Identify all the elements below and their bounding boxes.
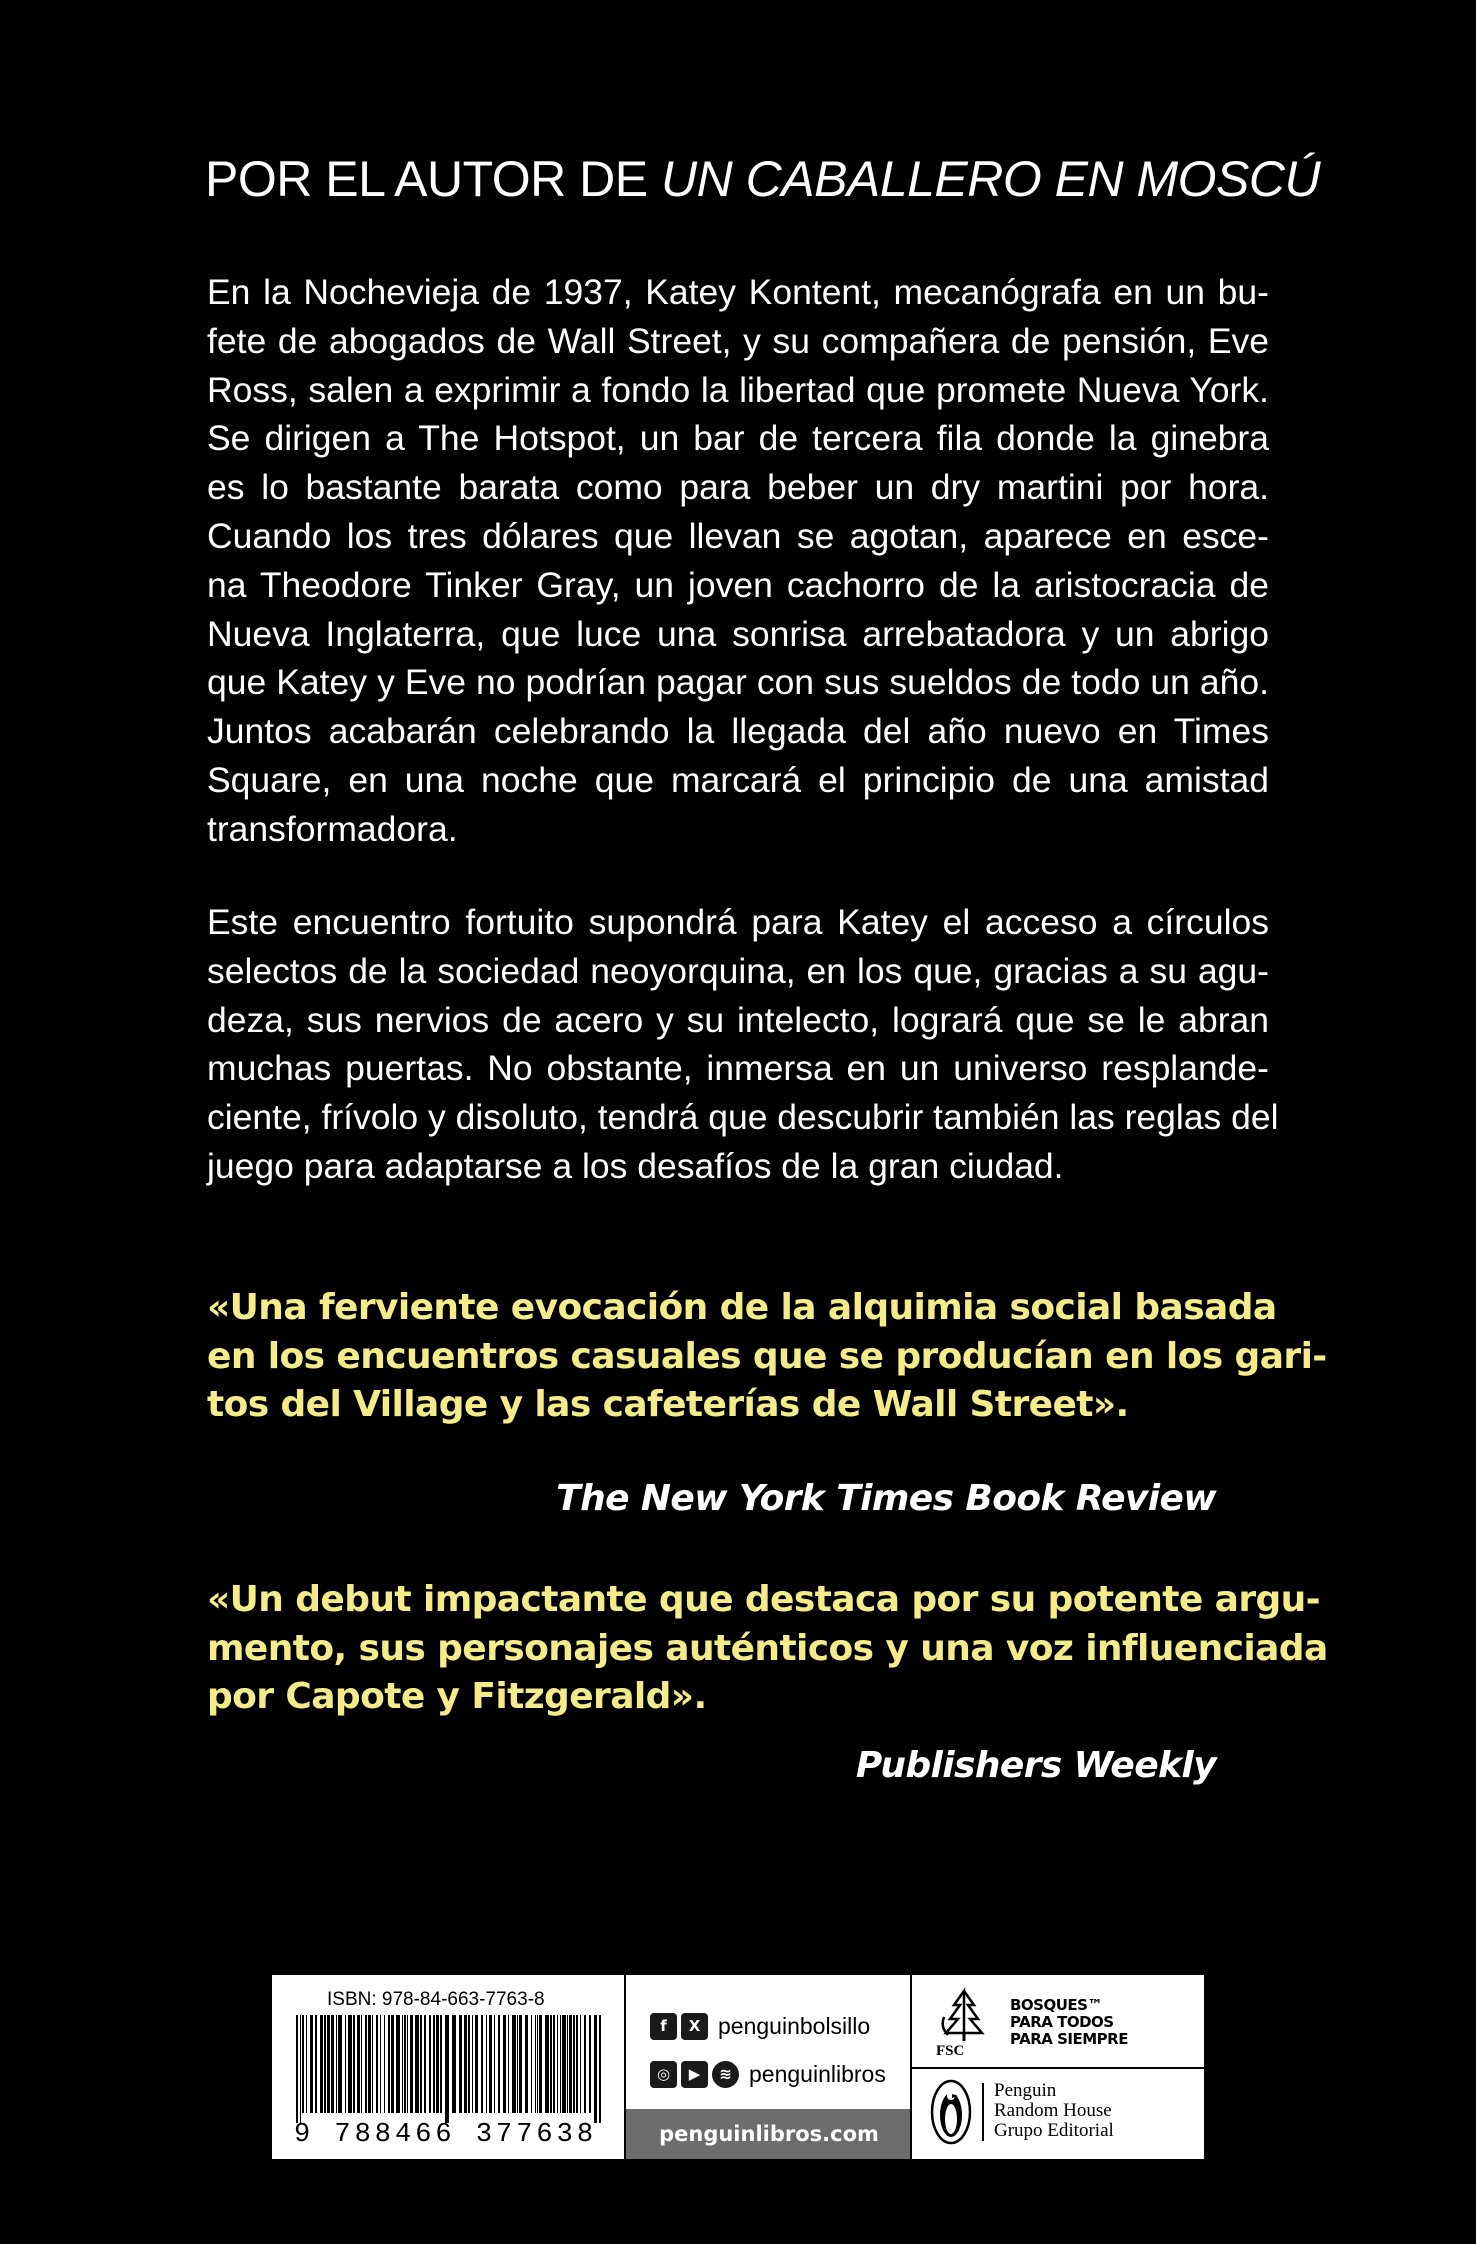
synopsis-line: En la Nochevieja de 1937, Katey Kontent, mecanógrafa en un bu- bbox=[207, 272, 1269, 312]
x-icon: X bbox=[681, 2013, 708, 2040]
youtube-icon: ▶ bbox=[681, 2061, 708, 2088]
quote-line: «Una ferviente evocación de la alquimia social basada bbox=[207, 1287, 1277, 1328]
synopsis-line: que Katey y Eve no podrían pagar con sus sueldos de todo un año. bbox=[207, 662, 1269, 703]
review-quote-2 bbox=[207, 1576, 1328, 1722]
synopsis-paragraph-1 bbox=[207, 268, 1269, 854]
synopsis-line: selectos de la sociedad neoyorquina, en los que, gracias a su agu- bbox=[207, 950, 1269, 991]
publisher-line-1: Penguin bbox=[994, 2080, 1057, 2101]
facebook-icon: f bbox=[650, 2013, 677, 2040]
social-row-1 bbox=[650, 2009, 870, 2043]
fsc-slogan-line-3: PARA SIEMPRE bbox=[1010, 2030, 1128, 2048]
synopsis-line: deza, sus nervios de acero y su intelecto, logrará que se le abran bbox=[207, 999, 1269, 1040]
publisher-divider bbox=[982, 2083, 984, 2141]
review-source-1: The New York Times Book Review bbox=[556, 1478, 1216, 1519]
synopsis-line: Este encuentro fortuito supondrá para Katey el acceso a círculos bbox=[207, 902, 1269, 942]
isbn-text: ISBN: 978-84-663-7763-8 bbox=[327, 1989, 545, 2010]
fsc-slogan-line-1: BOSQUES™ bbox=[1010, 1996, 1102, 2014]
synopsis-line: Ross, salen a exprimir a fondo la libertad que promete Nueva York. bbox=[207, 369, 1269, 410]
penguin-logo-icon bbox=[930, 2079, 972, 2145]
barcode-digits: 9 788466 377638 bbox=[294, 2120, 598, 2150]
fsc-slogan bbox=[1010, 1997, 1128, 2048]
social-handle-2: penguinlibros bbox=[749, 2060, 886, 2087]
heading-prefix: POR EL AUTOR DE bbox=[205, 151, 662, 207]
synopsis-line: ciente, frívolo y disoluto, tendrá que descubrir también las reglas del bbox=[207, 1097, 1279, 1138]
social-panel bbox=[624, 1975, 912, 2159]
cover-heading bbox=[205, 150, 1321, 208]
publisher-name bbox=[994, 2081, 1114, 2141]
instagram-icon: ◎ bbox=[650, 2061, 677, 2088]
publisher-info-box bbox=[272, 1975, 1202, 2159]
quote-line: por Capote y Fitzgerald». bbox=[207, 1676, 707, 1717]
quote-line: tos del Village y las cafeterías de Wall Street». bbox=[207, 1384, 1129, 1425]
review-source-2: Publishers Weekly bbox=[855, 1745, 1216, 1786]
synopsis-line: Square, en una noche que marcará el principio de una amistad bbox=[207, 759, 1269, 800]
synopsis-line: Cuando los tres dólares que llevan se agotan, aparece en esce- bbox=[207, 515, 1269, 556]
synopsis-line: Juntos acabarán celebrando la llegada del año nuevo en Times bbox=[207, 711, 1269, 752]
quote-line: en los encuentros casuales que se producían en los gari- bbox=[207, 1335, 1327, 1377]
spotify-icon: ≋ bbox=[712, 2061, 739, 2088]
publisher-line-3: Grupo Editorial bbox=[994, 2120, 1114, 2141]
barcode-icon bbox=[294, 2015, 604, 2123]
social-row-2 bbox=[650, 2057, 886, 2091]
quote-line: mento, sus personajes auténticos y una voz influenciada bbox=[207, 1627, 1328, 1669]
social-handle-1: penguinbolsillo bbox=[718, 2012, 871, 2039]
synopsis-line: Nueva Inglaterra, que luce una sonrisa arrebatadora y un abrigo bbox=[207, 613, 1269, 654]
synopsis-line: juego para adaptarse a los desafíos de la gran ciudad. bbox=[207, 1145, 1064, 1186]
synopsis-line: na Theodore Tinker Gray, un joven cachorro de la aristocracia de bbox=[207, 564, 1269, 605]
synopsis-line: Se dirigen a The Hotspot, un bar de tercera fila donde la ginebra bbox=[207, 418, 1269, 459]
fsc-slogan-line-2: PARA TODOS bbox=[1010, 2013, 1114, 2031]
synopsis-line: es lo bastante barata como para beber un dry martini por hora. bbox=[207, 467, 1269, 508]
publisher-line-2: Random House bbox=[994, 2100, 1112, 2121]
heading-title: UN CABALLERO EN MOSCÚ bbox=[661, 151, 1321, 207]
website-strip: penguinlibros.com bbox=[626, 2109, 912, 2159]
certification-panel bbox=[910, 1975, 1204, 2159]
fsc-label: FSC bbox=[936, 2043, 965, 2059]
review-quote-1 bbox=[207, 1284, 1327, 1430]
synopsis-line: fete de abogados de Wall Street, y su compañera de pensión, Eve bbox=[207, 320, 1269, 361]
synopsis-line: muchas puertas. No obstante, inmersa en un universo resplande- bbox=[207, 1048, 1269, 1089]
publisher-block bbox=[912, 2067, 1204, 2159]
synopsis-paragraph-2 bbox=[207, 898, 1279, 1191]
synopsis-line: transformadora. bbox=[207, 808, 458, 849]
quote-line: «Un debut impactante que destaca por su potente argu- bbox=[207, 1579, 1321, 1620]
barcode-panel bbox=[272, 1975, 624, 2159]
fsc-block bbox=[912, 1975, 1204, 2069]
